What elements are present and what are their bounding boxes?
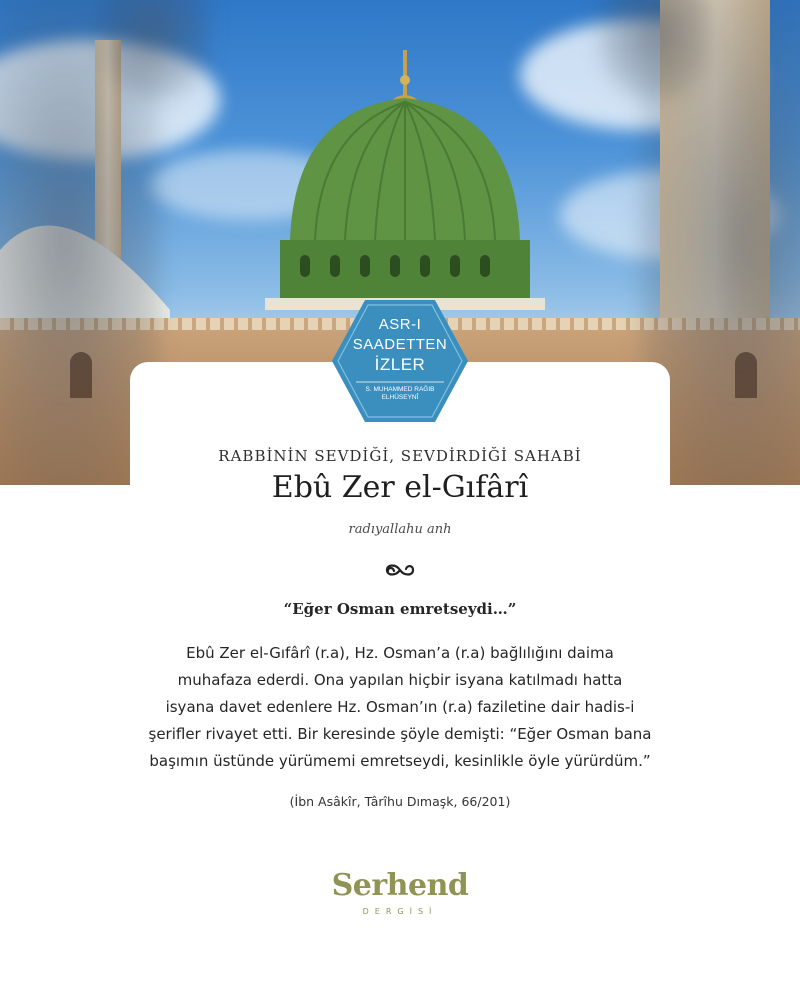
quote-title: “Eğer Osman emretseydi…” [283,600,517,618]
quote-body-line: Ebû Zer el-Gıfârî (r.a), Hz. Osman’a (r.a) bağlılığını daima [186,644,614,662]
brand-subtitle: DERGİSİ [362,907,438,916]
badge-title-line2: SAADETTEN [352,336,448,353]
quote-body-line: şerifler rivayet etti. Bir keresinde şöyle demişti: “Eğer Osman bana [148,725,652,743]
quote-source: (İbn Asâkîr, Târîhu Dımaşk, 66/201) [289,794,511,809]
quote-body-line: başımın üstünde yürümemi emretseydi, kesinlikle öyle yürürdüm.” [149,752,651,770]
badge-author-line2: ELHÜSEYNÎ [381,394,419,401]
brand-logo: Serhend [331,868,469,903]
flourish-icon [384,561,416,579]
quote-body-line: isyana davet edenlere Hz. Osman’ın (r.a) faziletine dair hadis-i [165,698,635,716]
badge-author-line1: S. MUHAMMED RAĞIB [365,386,435,393]
badge-title-line1: ASR-I [378,316,422,333]
quote-body [115,640,685,775]
series-badge [330,298,470,424]
quote-body-line: muhafaza ederdi. Ona yapılan hiçbir isyana katılmadı hatta [177,671,623,689]
honorific: radıyallahu anh [348,522,452,537]
badge-title-line3: İZLER [374,355,426,374]
subtitle-kicker: RABBİNİN SEVDİĞİ, SEVDİRDİĞİ SAHABİ [218,447,582,465]
page-title: Ebû Zer el-Gıfârî [271,470,529,505]
